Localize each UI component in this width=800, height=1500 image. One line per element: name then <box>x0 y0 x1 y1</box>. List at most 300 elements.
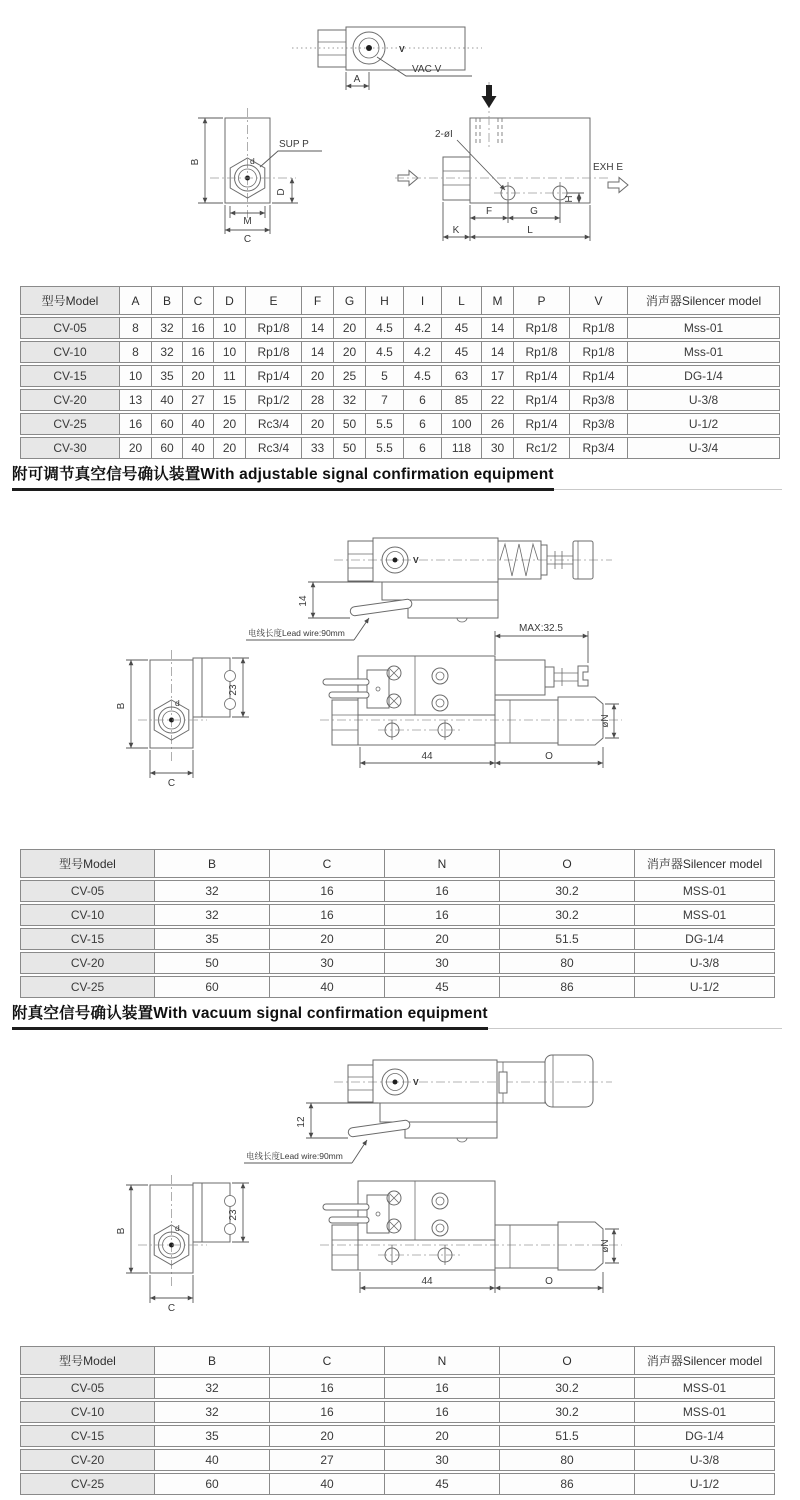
value-cell: 14 <box>302 341 334 363</box>
column-header: H <box>366 286 404 315</box>
sensor-plate <box>193 658 202 717</box>
sensor-bump <box>225 699 236 710</box>
value-cell: 63 <box>442 365 482 387</box>
value-cell: 16 <box>385 904 500 926</box>
model-cell: CV-05 <box>20 317 120 339</box>
port-v-label: V <box>413 1077 419 1087</box>
hex-fitting <box>332 1225 358 1270</box>
value-cell: MSS-01 <box>635 1377 775 1399</box>
value-cell: U-3/4 <box>628 437 780 459</box>
table-row <box>20 389 780 411</box>
value-cell: Rp1/4 <box>570 365 628 387</box>
section-heading-text: 附真空信号确认装置With vacuum signal confirmation equipment <box>12 1001 488 1030</box>
column-header: E <box>246 286 302 315</box>
silencer-body <box>558 1222 603 1270</box>
silencer-adapter <box>495 700 558 743</box>
screw-head <box>436 1197 444 1205</box>
column-header: P <box>514 286 570 315</box>
value-cell: Rp1/8 <box>514 317 570 339</box>
connector-plate <box>367 1195 389 1233</box>
connector-hole <box>376 1212 380 1216</box>
port-center <box>393 558 398 563</box>
value-cell: Rp3/8 <box>570 413 628 435</box>
value-cell: 10 <box>214 317 246 339</box>
value-cell: 32 <box>155 880 270 902</box>
switch-bump <box>457 618 467 622</box>
value-cell: 40 <box>183 413 214 435</box>
dim-c-label: C <box>167 1303 176 1314</box>
value-cell: 32 <box>152 341 183 363</box>
section-heading-text: 附可调节真空信号确认装置With adjustable signal confirmation equipment <box>12 462 554 491</box>
hex-facets <box>348 554 373 568</box>
column-header: O <box>500 849 635 878</box>
wire <box>329 1217 369 1223</box>
value-cell: 20 <box>334 341 366 363</box>
model-cell: CV-05 <box>20 1377 155 1399</box>
value-cell: 11 <box>214 365 246 387</box>
dim-fg-extensions <box>470 201 560 223</box>
upper-block <box>358 656 495 715</box>
value-cell: 26 <box>482 413 514 435</box>
value-cell: Rc3/4 <box>246 437 302 459</box>
value-cell: 32 <box>155 1401 270 1423</box>
wire <box>323 1204 369 1210</box>
hex-facets <box>332 715 358 730</box>
column-header: B <box>155 849 270 878</box>
column-header: V <box>570 286 628 315</box>
dim-44-o-extensions <box>360 745 603 768</box>
column-header: O <box>500 1346 635 1375</box>
adjuster-rod <box>554 668 578 686</box>
lead-wire-label: 电线长度Lead wire:90mm <box>246 1151 343 1161</box>
screw-head <box>436 1224 444 1232</box>
pilot-block <box>495 660 545 695</box>
value-cell: Rp1/4 <box>514 389 570 411</box>
value-cell: 32 <box>334 389 366 411</box>
dim-n-label: øN <box>600 1239 611 1253</box>
value-cell: 35 <box>155 928 270 950</box>
model-cell: CV-05 <box>20 880 155 902</box>
column-header: C <box>270 849 385 878</box>
dim-44-o-extensions <box>360 1270 603 1293</box>
value-cell: 20 <box>214 437 246 459</box>
valve-body <box>470 118 590 203</box>
value-cell: 16 <box>270 1377 385 1399</box>
value-cell: 30 <box>385 1449 500 1471</box>
table-row <box>20 976 775 998</box>
value-cell: 8 <box>120 317 152 339</box>
value-cell: 45 <box>385 1473 500 1495</box>
value-cell: 6 <box>404 437 442 459</box>
dim-c-label: C <box>243 234 252 245</box>
dim-a-label: A <box>353 74 361 85</box>
table-row <box>20 1473 775 1495</box>
vacuum-dimensions-table <box>20 1344 775 1497</box>
switch-bracket <box>380 1103 497 1122</box>
value-cell: 16 <box>120 413 152 435</box>
silencer-adapter <box>495 1225 558 1268</box>
model-cell: CV-25 <box>20 1473 155 1495</box>
value-cell: U-1/2 <box>628 413 780 435</box>
value-cell: 45 <box>385 976 500 998</box>
value-cell: 33 <box>302 437 334 459</box>
value-cell: 20 <box>385 928 500 950</box>
table-row <box>20 437 780 459</box>
value-cell: U-1/2 <box>635 1473 775 1495</box>
table-row <box>20 928 775 950</box>
screw-washer <box>432 1220 448 1236</box>
value-cell: 20 <box>385 1425 500 1447</box>
hex-fitting <box>348 1065 373 1102</box>
column-header: B <box>155 1346 270 1375</box>
sup-port-label: SUP P <box>279 139 309 150</box>
dim-b-label: B <box>116 702 127 710</box>
dim-g-label: G <box>530 206 538 217</box>
model-cell: CV-15 <box>20 1425 155 1447</box>
hex-fitting <box>443 157 470 200</box>
dim-k-label: K <box>452 225 460 236</box>
value-cell: 51.5 <box>500 928 635 950</box>
value-cell: 14 <box>482 317 514 339</box>
column-header: I <box>404 286 442 315</box>
value-cell: Rp1/4 <box>514 413 570 435</box>
hex-facets <box>318 42 346 55</box>
value-cell: 10 <box>120 365 152 387</box>
screw-head <box>436 699 444 707</box>
value-cell: 4.5 <box>366 341 404 363</box>
d-label: d <box>175 698 180 708</box>
value-cell: 16 <box>183 317 214 339</box>
column-header: A <box>120 286 152 315</box>
adjustable-valve-side-view <box>320 623 622 768</box>
value-cell: 85 <box>442 389 482 411</box>
value-cell: 27 <box>183 389 214 411</box>
value-cell: 4.5 <box>404 365 442 387</box>
dim-23-label: 23 <box>228 684 239 696</box>
screw-washer <box>432 695 448 711</box>
value-cell: 27 <box>270 1449 385 1471</box>
column-header: L <box>442 286 482 315</box>
sensor-block <box>202 1183 230 1242</box>
value-cell: 60 <box>155 976 270 998</box>
holes-label: 2-øI <box>435 129 453 140</box>
section-heading-adjustable <box>12 462 782 490</box>
port-center <box>366 45 372 51</box>
valve-top-view <box>292 27 482 90</box>
adjuster-hex <box>545 667 554 687</box>
column-header: 消声器Silencer model <box>635 849 775 878</box>
sensor-bump <box>225 671 236 682</box>
holes-leader <box>457 140 505 190</box>
screw-washer <box>432 1193 448 1209</box>
value-cell: 20 <box>120 437 152 459</box>
sensor-block <box>202 658 230 717</box>
value-cell: 8 <box>120 341 152 363</box>
value-cell: 30 <box>270 952 385 974</box>
dim-b-extensions <box>198 118 223 203</box>
value-cell: 60 <box>152 437 183 459</box>
port-v-label: V <box>399 44 405 54</box>
value-cell: 35 <box>155 1425 270 1447</box>
column-header: 型号Model <box>20 849 155 878</box>
value-cell: 20 <box>302 365 334 387</box>
value-cell: 20 <box>270 1425 385 1447</box>
value-cell: 10 <box>214 341 246 363</box>
upper-block <box>358 1181 495 1240</box>
value-cell: 16 <box>270 880 385 902</box>
dim-l-label: L <box>527 225 533 236</box>
vacuum-valve-front-view <box>116 1175 249 1314</box>
value-cell: 60 <box>152 413 183 435</box>
lead-wire-leader <box>352 1140 367 1163</box>
value-cell: 16 <box>385 1401 500 1423</box>
hex-facets <box>332 1240 358 1255</box>
value-cell: 4.2 <box>404 317 442 339</box>
flow-down-arrow-icon <box>482 85 497 108</box>
value-cell: 32 <box>152 317 183 339</box>
value-cell: 40 <box>270 976 385 998</box>
value-cell: 30.2 <box>500 880 635 902</box>
value-cell: 20 <box>214 413 246 435</box>
value-cell: 17 <box>482 365 514 387</box>
value-cell: 20 <box>183 365 214 387</box>
value-cell: 30 <box>385 952 500 974</box>
dim-m-label: M <box>243 216 252 227</box>
model-cell: CV-20 <box>20 1449 155 1471</box>
value-cell: 14 <box>482 341 514 363</box>
dim-o-label: O <box>545 751 553 762</box>
dim-14-label: 14 <box>298 595 309 607</box>
port-v-label: V <box>413 555 419 565</box>
value-cell: Rp1/8 <box>246 317 302 339</box>
dim-b-label: B <box>116 1227 127 1235</box>
screw-slot <box>389 696 399 706</box>
section-heading-vacuum <box>12 1001 782 1029</box>
dim-b-label: B <box>190 158 201 166</box>
column-header: 消声器Silencer model <box>635 1346 775 1375</box>
screw-slot <box>389 1221 399 1231</box>
value-cell: 14 <box>302 317 334 339</box>
column-header: 型号Model <box>20 1346 155 1375</box>
value-cell: 35 <box>152 365 183 387</box>
value-cell: Rp1/8 <box>570 341 628 363</box>
header-row <box>20 1346 775 1375</box>
column-header: F <box>302 286 334 315</box>
value-cell: U-1/2 <box>635 976 775 998</box>
screw-washer <box>432 668 448 684</box>
value-cell: 118 <box>442 437 482 459</box>
adjuster-fork <box>578 666 588 686</box>
flow-out-arrow-icon <box>608 178 628 193</box>
vacuum-signal-drawing <box>110 1040 670 1335</box>
sup-leader <box>260 151 322 167</box>
dim-o-label: O <box>545 1276 553 1287</box>
value-cell: 100 <box>442 413 482 435</box>
table-row <box>20 904 775 926</box>
hex-facets <box>348 1077 373 1090</box>
connector-plate <box>367 670 389 708</box>
adjustable-dimensions-table <box>20 847 775 1000</box>
table-row <box>20 413 780 435</box>
value-cell: 80 <box>500 1449 635 1471</box>
vacuum-dimensions-table-wrap <box>20 1344 775 1497</box>
screw-head <box>436 672 444 680</box>
table-row <box>20 365 780 387</box>
value-cell: 40 <box>270 1473 385 1495</box>
dim-44-label: 44 <box>421 751 433 762</box>
hex-fitting <box>332 700 358 745</box>
valve-front-view <box>190 108 322 245</box>
value-cell: Rp3/8 <box>570 389 628 411</box>
lead-wire-label: 电线长度Lead wire:90mm <box>248 628 345 638</box>
value-cell: 51.5 <box>500 1425 635 1447</box>
value-cell: 20 <box>334 317 366 339</box>
value-cell: 4.2 <box>404 341 442 363</box>
sensor-plate <box>193 1183 202 1242</box>
value-cell: DG-1/4 <box>628 365 780 387</box>
value-cell: Rp3/4 <box>570 437 628 459</box>
value-cell: 40 <box>183 437 214 459</box>
table-row <box>20 1401 775 1423</box>
model-cell: CV-25 <box>20 976 155 998</box>
value-cell: 45 <box>442 341 482 363</box>
dim-d-label: D <box>276 188 287 196</box>
model-cell: CV-20 <box>20 389 120 411</box>
column-header: 消声器Silencer model <box>628 286 780 315</box>
lead-wire <box>348 1120 411 1138</box>
value-cell: MSS-01 <box>635 904 775 926</box>
model-cell: CV-30 <box>20 437 120 459</box>
model-cell: CV-10 <box>20 904 155 926</box>
dim-n-label: øN <box>600 714 611 728</box>
dim-max-label: MAX:32.5 <box>519 623 563 634</box>
value-cell: 50 <box>334 437 366 459</box>
value-cell: 40 <box>155 1449 270 1471</box>
dim-23-label: 23 <box>228 1209 239 1221</box>
value-cell: 30.2 <box>500 904 635 926</box>
wire <box>329 692 369 698</box>
dim-f-label: F <box>485 206 493 217</box>
value-cell: Rp1/8 <box>514 341 570 363</box>
valve-side-view <box>395 82 628 241</box>
column-header: D <box>214 286 246 315</box>
table-row <box>20 341 780 363</box>
value-cell: 16 <box>385 1377 500 1399</box>
value-cell: DG-1/4 <box>635 1425 775 1447</box>
value-cell: 32 <box>155 1377 270 1399</box>
value-cell: 30 <box>482 437 514 459</box>
switch-body <box>408 600 498 618</box>
value-cell: 16 <box>183 341 214 363</box>
switch-bump <box>457 1138 467 1142</box>
value-cell: 15 <box>214 389 246 411</box>
value-cell: 45 <box>442 317 482 339</box>
d-label: d <box>250 156 255 166</box>
dim-c-label: C <box>167 778 176 789</box>
model-cell: CV-15 <box>20 928 155 950</box>
valve-body <box>373 1060 497 1103</box>
model-cell: CV-25 <box>20 413 120 435</box>
value-cell: 28 <box>302 389 334 411</box>
table-row <box>20 317 780 339</box>
end-cap <box>545 1055 593 1107</box>
value-cell: U-3/8 <box>628 389 780 411</box>
basic-valve-drawing <box>180 10 660 255</box>
value-cell: 7 <box>366 389 404 411</box>
value-cell: Mss-01 <box>628 341 780 363</box>
sensor-element <box>499 1072 507 1093</box>
model-cell: CV-10 <box>20 341 120 363</box>
value-cell: 5.5 <box>366 413 404 435</box>
dim-kl-extensions <box>443 202 590 241</box>
screw-slot <box>389 668 399 678</box>
column-header: C <box>183 286 214 315</box>
value-cell: 16 <box>385 880 500 902</box>
value-cell: 16 <box>270 904 385 926</box>
silencer-body <box>558 697 603 745</box>
value-cell: 13 <box>120 389 152 411</box>
dim-h-label: H <box>564 195 575 203</box>
value-cell: 20 <box>270 928 385 950</box>
basic-dimensions-table-wrap <box>20 284 780 461</box>
value-cell: 20 <box>302 413 334 435</box>
lead-wire <box>350 599 413 617</box>
table-row <box>20 880 775 902</box>
table-row <box>20 1425 775 1447</box>
header-row <box>20 849 775 878</box>
wire <box>323 679 369 685</box>
value-cell: 22 <box>482 389 514 411</box>
value-cell: Rp1/4 <box>246 365 302 387</box>
table-row <box>20 1449 775 1471</box>
value-cell: Rp1/8 <box>570 317 628 339</box>
sensor-bump <box>225 1196 236 1207</box>
exh-port-label: EXH E <box>593 162 624 173</box>
value-cell: Mss-01 <box>628 317 780 339</box>
column-header: N <box>385 849 500 878</box>
value-cell: 5 <box>366 365 404 387</box>
value-cell: 60 <box>155 1473 270 1495</box>
table-row <box>20 1377 775 1399</box>
sensor-bump <box>225 1224 236 1235</box>
adjustable-valve-front-view <box>116 650 249 789</box>
model-cell: CV-20 <box>20 952 155 974</box>
value-cell: Rc1/2 <box>514 437 570 459</box>
vac-port-label: VAC V <box>412 64 442 75</box>
value-cell: 40 <box>152 389 183 411</box>
dim-44-label: 44 <box>421 1276 433 1287</box>
column-header: 型号Model <box>20 286 120 315</box>
switch-body <box>405 1122 497 1138</box>
value-cell: 25 <box>334 365 366 387</box>
dim-12-label: 12 <box>296 1116 307 1128</box>
port-center <box>393 1080 398 1085</box>
value-cell: 30.2 <box>500 1377 635 1399</box>
adjustable-signal-drawing <box>110 515 670 807</box>
value-cell: MSS-01 <box>635 880 775 902</box>
value-cell: U-3/8 <box>635 952 775 974</box>
column-header: C <box>270 1346 385 1375</box>
value-cell: U-3/8 <box>635 1449 775 1471</box>
table-row <box>20 952 775 974</box>
value-cell: 16 <box>270 1401 385 1423</box>
dim-b-extensions <box>126 1185 148 1273</box>
value-cell: 6 <box>404 389 442 411</box>
connector-hole <box>376 687 380 691</box>
column-header: B <box>152 286 183 315</box>
column-header: M <box>482 286 514 315</box>
column-header: G <box>334 286 366 315</box>
